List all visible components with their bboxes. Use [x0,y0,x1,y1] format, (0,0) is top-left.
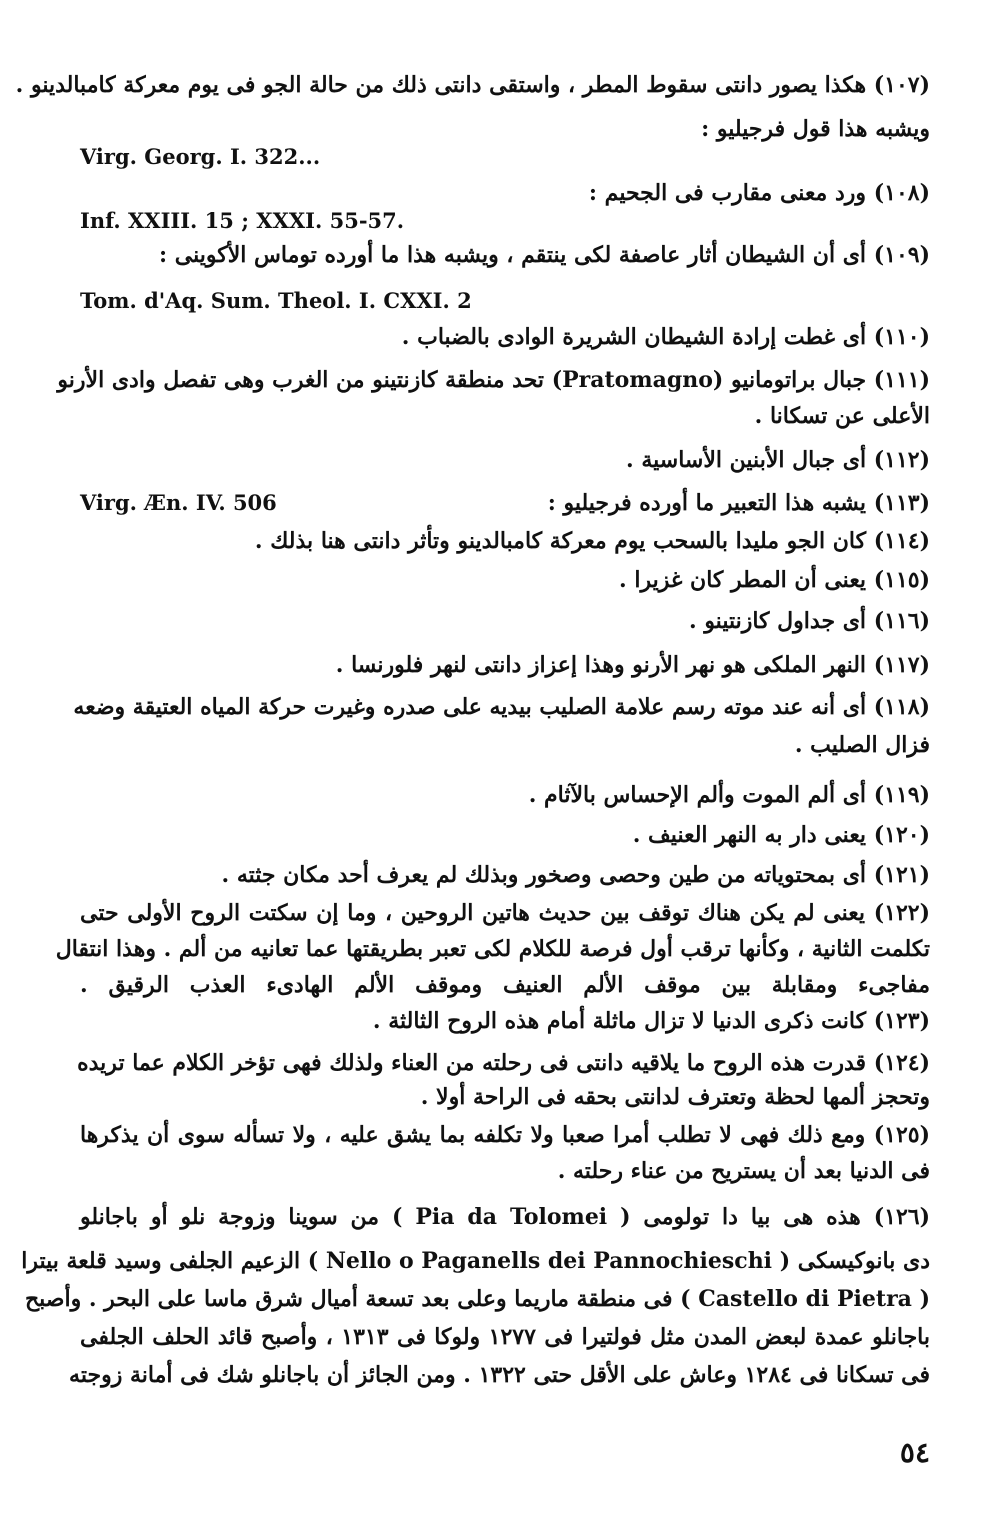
text-line: (١٠٨) ورد معنى مقارب فى الجحيم : [588,180,930,206]
text-line [80,488,930,518]
text-line: (١٢٤) قدرت هذه الروح ما يلاقيه دانتى فى رحلته من العناء ولذلك فهى تؤخر الكلام عما تريده [77,1050,930,1076]
text-line: (١٢١) أى بمحتوياته من طين وحصى وصخور وبذلك لم يعرف أحد مكان جثته . [221,862,930,888]
text-line: فزال الصليب . [794,732,930,758]
latin-citation: Virg. Æn. IV. 506 [80,490,277,515]
text-line: (١٠٧) هكذا يصور دانتى سقوط المطر ، واستقى دانتى ذلك من حالة الجو فى يوم معركة كامبالدينو . [15,72,930,98]
text-line: تكلمت الثانية ، وكأنها ترقب أول فرصة للكلام لكى تعبر بطريقتها عما تعانيه من ألم . وهذا انتقال [55,936,930,962]
text-line: وتحجز ألمها لحظة وتعترف لدانتى بحقه فى الراحة أولا . [420,1084,930,1110]
latin-citation: Inf. XXIII. 15 ; XXXI. 55-57. [80,208,405,233]
note-text: (١١٣) يشبه هذا التعبير ما أورده فرجيليو : [547,490,930,516]
text-line: مفاجىء ومقابلة بين موقف الألم العنيف وموقف الألم الهادىء العذب الرقيق . [80,972,930,998]
latin-citation: Virg. Georg. I. 322... [80,144,321,169]
text-line: (١٠٩) أى أن الشيطان أثار عاصفة لكى ينتقم ، ويشبه هذا ما أورده توماس الأكوينى : [158,242,930,268]
text-line: (١١٢) أى جبال الأبنين الأساسية . [626,447,930,473]
text-line: الأعلى عن تسكانا . [754,403,930,429]
text-line: (١١٩) أى ألم الموت وألم الإحساس بالآثام . [528,782,930,808]
text-line: ( Castello di Pietra ) فى منطقة ماريما وعلى بعد تسعة أميال شرق ماسا على البحر . وأصبح [24,1286,930,1312]
text-line: فى تسكانا فى ١٢٨٤ وعاش على الأقل حتى ١٣٢٢ . ومن الجائز أن باجانلو شك فى أمانة زوجته [69,1362,930,1388]
text-line: (١١٠) أى غطت إرادة الشيطان الشريرة الوادى بالضباب . [401,324,930,350]
text-line: (١٢٢) يعنى لم يكن هناك توقف بين حديث هاتين الروحين ، وما إن سكتت الروح الأولى حتى [80,900,930,926]
text-line: (١١٧) النهر الملكى هو نهر الأرنو وهذا إعزاز دانتى لنهر فلورنسا . [335,652,930,678]
page-number: ٥٤ [899,1436,930,1469]
text-line: باجانلو عمدة لبعض المدن مثل فولتيرا فى ١٢٧٧ ولوكا فى ١٣١٣ ، وأصبح قائد الحلف الجلفى [80,1324,930,1350]
text-line: (١١٨) أى أنه عند موته رسم علامة الصليب بيديه على صدره وغيرت حركة المياه العتيقة وضعه [73,694,930,720]
text-line: دى بانوكيسكى ( Nello o Paganells dei Pannochieschi ) الزعيم الجلفى وسيد قلعة بيترا [21,1248,930,1274]
latin-citation: Tom. d'Aq. Sum. Theol. I. CXXI. 2 [80,288,472,313]
text-line: (١١٦) أى جداول كازنتينو . [689,608,930,634]
text-line: فى الدنيا بعد أن يستريح من عناء رحلته . [557,1158,930,1184]
text-line: (١٢٥) ومع ذلك فهى لا تطلب أمرا صعبا ولا تكلفه بما يشق عليه ، ولا تسأله سوى أن يذكرها [80,1122,930,1148]
text-line: ويشبه هذا قول فرجيليو : [701,116,930,142]
text-line: (١٢٣) كانت ذكرى الدنيا لا تزال ماثلة أمام هذه الروح الثالثة . [372,1008,930,1034]
text-line: (١٢٦) هذه هى بيا دا تولومى ( Pia da Tolomei ) من سوينا وزوجة نلو أو باجانلو [80,1204,930,1230]
text-line: (١٢٠) يعنى دار به النهر العنيف . [632,822,930,848]
text-line: (١١٤) كان الجو مليدا بالسحب يوم معركة كامبالدينو وتأثر دانتى هنا بذلك . [254,528,930,554]
text-line: (١١٥) يعنى أن المطر كان غزيرا . [619,567,930,593]
text-line: (١١١) جبال براتومانيو (Pratomagno) تحد منطقة كازنتينو من الغرب وهى تفصل وادى الأرنو [57,367,930,393]
